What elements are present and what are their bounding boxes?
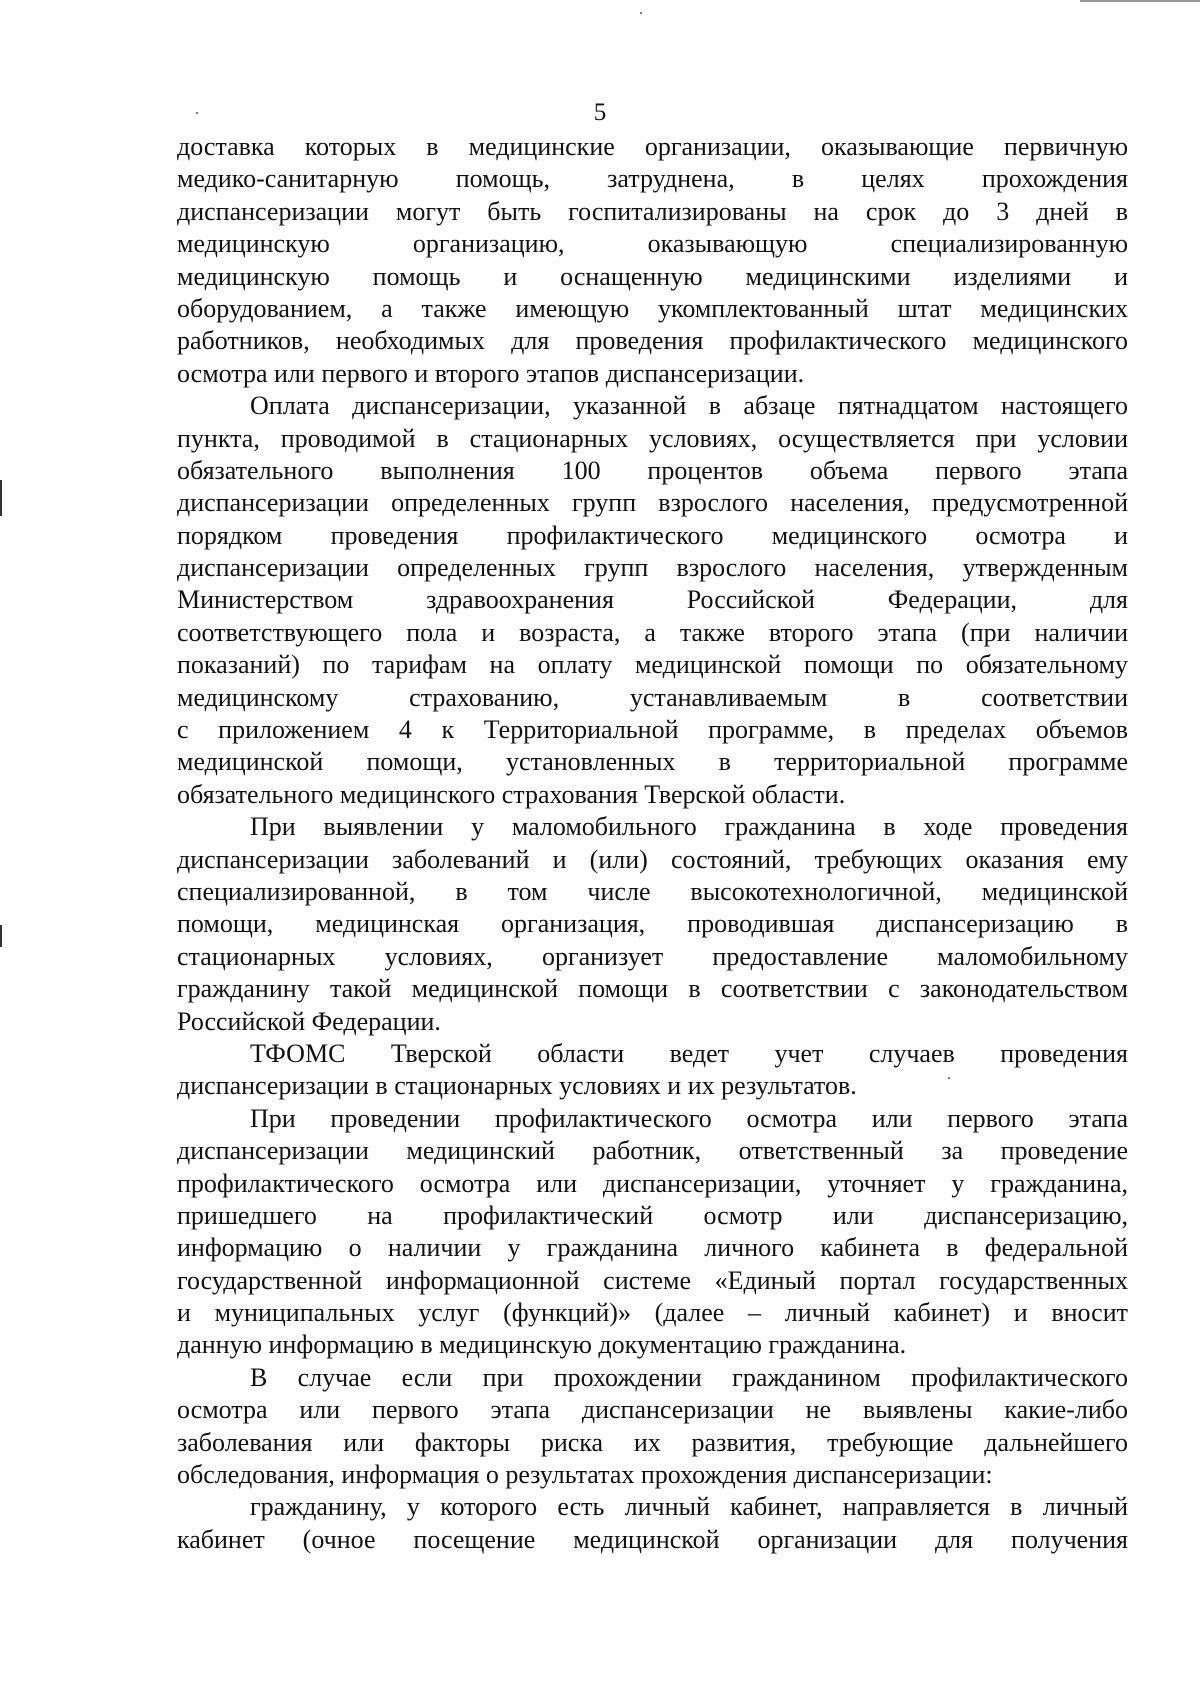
text-line: диспансеризации определенных групп взрослого населения, предусмотренной bbox=[177, 488, 1128, 518]
paragraph bbox=[177, 390, 1128, 811]
text-line: медицинскую помощь и оснащенную медицинскими изделиями и bbox=[177, 261, 1128, 291]
text-line: информацию о наличии у гражданина личного кабинета в федеральной bbox=[177, 1233, 1128, 1263]
text-line: показаний) по тарифам на оплату медицинской помощи по обязательному bbox=[177, 650, 1128, 680]
text-line: диспансеризации определенных групп взрослого населения, утвержденным bbox=[177, 553, 1128, 583]
text-line: диспансеризации медицинский работник, ответственный за проведение bbox=[177, 1136, 1128, 1166]
document-body bbox=[177, 131, 1128, 1556]
text-line: При проведении профилактического осмотра или первого этапа bbox=[250, 1103, 1128, 1133]
text-line: обязательного медицинского страхования Тверской области. bbox=[177, 779, 846, 809]
scan-edge-mark bbox=[0, 480, 2, 516]
text-line: осмотра или первого этапа диспансеризации не выявлены какие-либо bbox=[177, 1395, 1128, 1425]
scan-speck bbox=[640, 12, 642, 14]
text-line: обследования, информация о результатах прохождения диспансеризации: bbox=[177, 1460, 993, 1490]
text-line: обязательного выполнения 100 процентов объема первого этапа bbox=[177, 455, 1128, 485]
text-line: специализированной, в том числе высокотехнологичной, медицинской bbox=[177, 876, 1128, 906]
scan-edge-line bbox=[1080, 0, 1200, 2]
paragraph bbox=[177, 1491, 1128, 1556]
text-line: государственной информационной системе «Единый портал государственных bbox=[177, 1265, 1128, 1295]
text-line: диспансеризации в стационарных условиях и их результатов. bbox=[177, 1071, 857, 1101]
paragraph bbox=[177, 1103, 1128, 1362]
text-line: медицинской помощи, установленных в территориальной программе bbox=[177, 747, 1128, 777]
text-line: помощи, медицинская организация, проводившая диспансеризацию в bbox=[177, 909, 1128, 939]
text-line: работников, необходимых для проведения профилактического медицинского bbox=[177, 326, 1128, 356]
text-line: осмотра или первого и второго этапов диспансеризации. bbox=[177, 358, 805, 388]
text-line: диспансеризации заболеваний и (или) состояний, требующих оказания ему bbox=[177, 844, 1128, 874]
text-line: медико-санитарную помощь, затруднена, в целях прохождения bbox=[177, 164, 1128, 194]
text-line: профилактического осмотра или диспансеризации, уточняет у гражданина, bbox=[177, 1168, 1128, 1198]
text-line: и муниципальных услуг (функций)» (далее – личный кабинет) и вносит bbox=[177, 1298, 1128, 1328]
text-line: оборудованием, а также имеющую укомплектованный штат медицинских bbox=[177, 293, 1128, 323]
text-line: При выявлении у маломобильного гражданина в ходе проведения bbox=[250, 812, 1128, 842]
text-line: соответствующего пола и возраста, а также второго этапа (при наличии bbox=[177, 617, 1128, 647]
page-number: 5 bbox=[593, 99, 607, 126]
text-line: медицинскому страхованию, устанавливаемым в соответствии bbox=[177, 682, 1128, 712]
text-line: пункта, проводимой в стационарных условиях, осуществляется при условии bbox=[177, 423, 1128, 453]
text-line: Министерством здравоохранения Российской Федерации, для bbox=[177, 585, 1128, 615]
text-line: ТФОМС Тверской области ведет учет случаев проведения bbox=[250, 1038, 1128, 1068]
text-line: Российской Федерации. bbox=[177, 1006, 441, 1036]
text-line: данную информацию в медицинскую документацию гражданина. bbox=[177, 1330, 907, 1360]
text-line: заболевания или факторы риска их развития, требующие дальнейшего bbox=[177, 1427, 1128, 1457]
text-line: диспансеризации могут быть госпитализированы на срок до 3 дней в bbox=[177, 196, 1128, 226]
text-line: стационарных условиях, организует предоставление маломобильному bbox=[177, 941, 1128, 971]
text-line: гражданину, у которого есть личный кабинет, направляется в личный bbox=[250, 1492, 1128, 1522]
text-line: пришедшего на профилактический осмотр или диспансеризацию, bbox=[177, 1200, 1128, 1230]
text-line: с приложением 4 к Территориальной программе, в пределах объемов bbox=[177, 715, 1128, 745]
text-line: В случае если при прохождении гражданином профилактического bbox=[250, 1362, 1128, 1392]
text-line: кабинет (очное посещение медицинской организации для получения bbox=[177, 1524, 1128, 1554]
paragraph bbox=[177, 131, 1128, 390]
text-line: Оплата диспансеризации, указанной в абзаце пятнадцатом настоящего bbox=[250, 391, 1128, 421]
paragraph bbox=[177, 1362, 1128, 1492]
paragraph bbox=[177, 811, 1128, 1038]
scan-edge-mark bbox=[0, 925, 2, 947]
text-line: гражданину такой медицинской помощи в соответствии с законодательством bbox=[177, 974, 1128, 1004]
text-line: порядком проведения профилактического медицинского осмотра и bbox=[177, 520, 1128, 550]
text-line: медицинскую организацию, оказывающую специализированную bbox=[177, 229, 1128, 259]
paragraph bbox=[177, 1038, 1128, 1103]
text-line: доставка которых в медицинские организации, оказывающие первичную bbox=[177, 132, 1128, 161]
